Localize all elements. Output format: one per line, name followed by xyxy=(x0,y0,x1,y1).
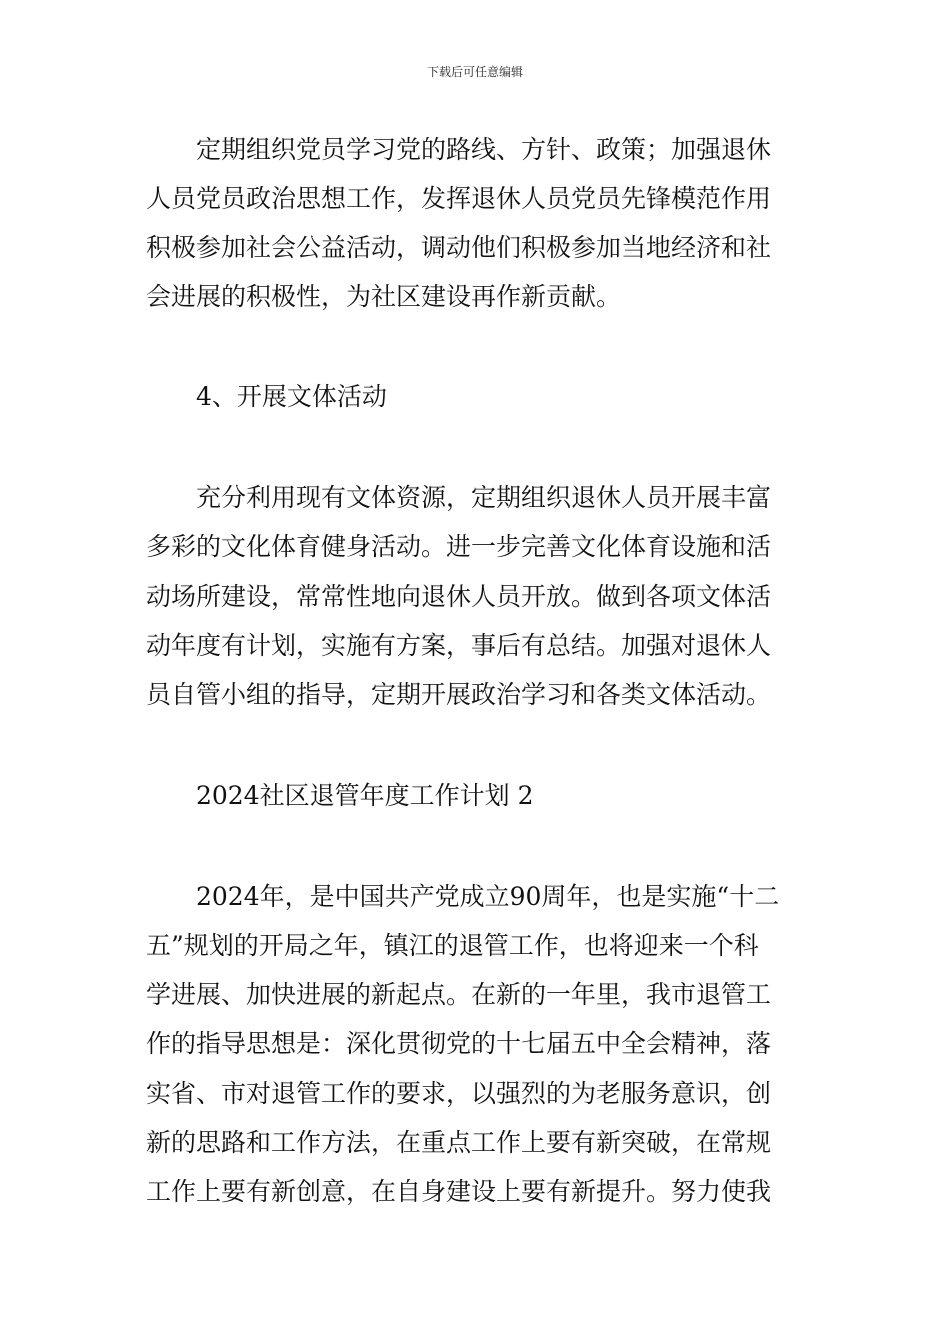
plan-title: 2024社区退管年度工作计划 2 xyxy=(146,781,534,810)
paragraph-line: 实省、市对退管工作的要求，以强烈的为老服务意识，创 xyxy=(146,1079,772,1108)
section-heading: 4、开展文体活动 xyxy=(146,382,387,411)
paragraph-line: 学进展、加快进展的新起点。在新的一年里，我市退管工 xyxy=(146,980,772,1009)
paragraph-line: 多彩的文化体育健身活动。进一步完善文化体育设施和活 xyxy=(146,532,772,561)
paragraph-line: 2024年，是中国共产党成立90周年，也是实施“十二 xyxy=(146,882,780,911)
paragraph-line: 积极参加社会公益活动，调动他们积极参加当地经济和社 xyxy=(146,233,772,262)
paragraph-line: 员自管小组的指导，定期开展政治学习和各类文体活动。 xyxy=(146,680,772,709)
paragraph-line: 定期组织党员学习党的路线、方针、政策；加强退休 xyxy=(146,135,772,164)
paragraph-line: 作的指导思想是：深化贯彻党的十七届五中全会精神，落 xyxy=(146,1029,772,1058)
paragraph-line: 动场所建设，常常性地向退休人员开放。做到各项文体活 xyxy=(146,582,772,611)
paragraph-line: 五”规划的开局之年，镇江的退管工作，也将迎来一个科 xyxy=(146,931,759,960)
paragraph-line: 动年度有计划，实施有方案，事后有总结。加强对退休人 xyxy=(146,631,772,660)
paragraph-line: 人员党员政治思想工作，发挥退休人员党员先锋模范作用 xyxy=(146,184,772,213)
paragraph-line: 会进展的积极性，为社区建设再作新贡献。 xyxy=(146,282,622,311)
header-note: 下载后可任意编辑 xyxy=(426,65,523,79)
paragraph-line: 充分利用现有文体资源，定期组织退休人员开展丰富 xyxy=(146,483,772,512)
paragraph-line: 工作上要有新创意，在自身建设上要有新提升。努力使我 xyxy=(146,1177,772,1206)
paragraph-line: 新的思路和工作方法，在重点工作上要有新突破，在常规 xyxy=(146,1128,772,1157)
